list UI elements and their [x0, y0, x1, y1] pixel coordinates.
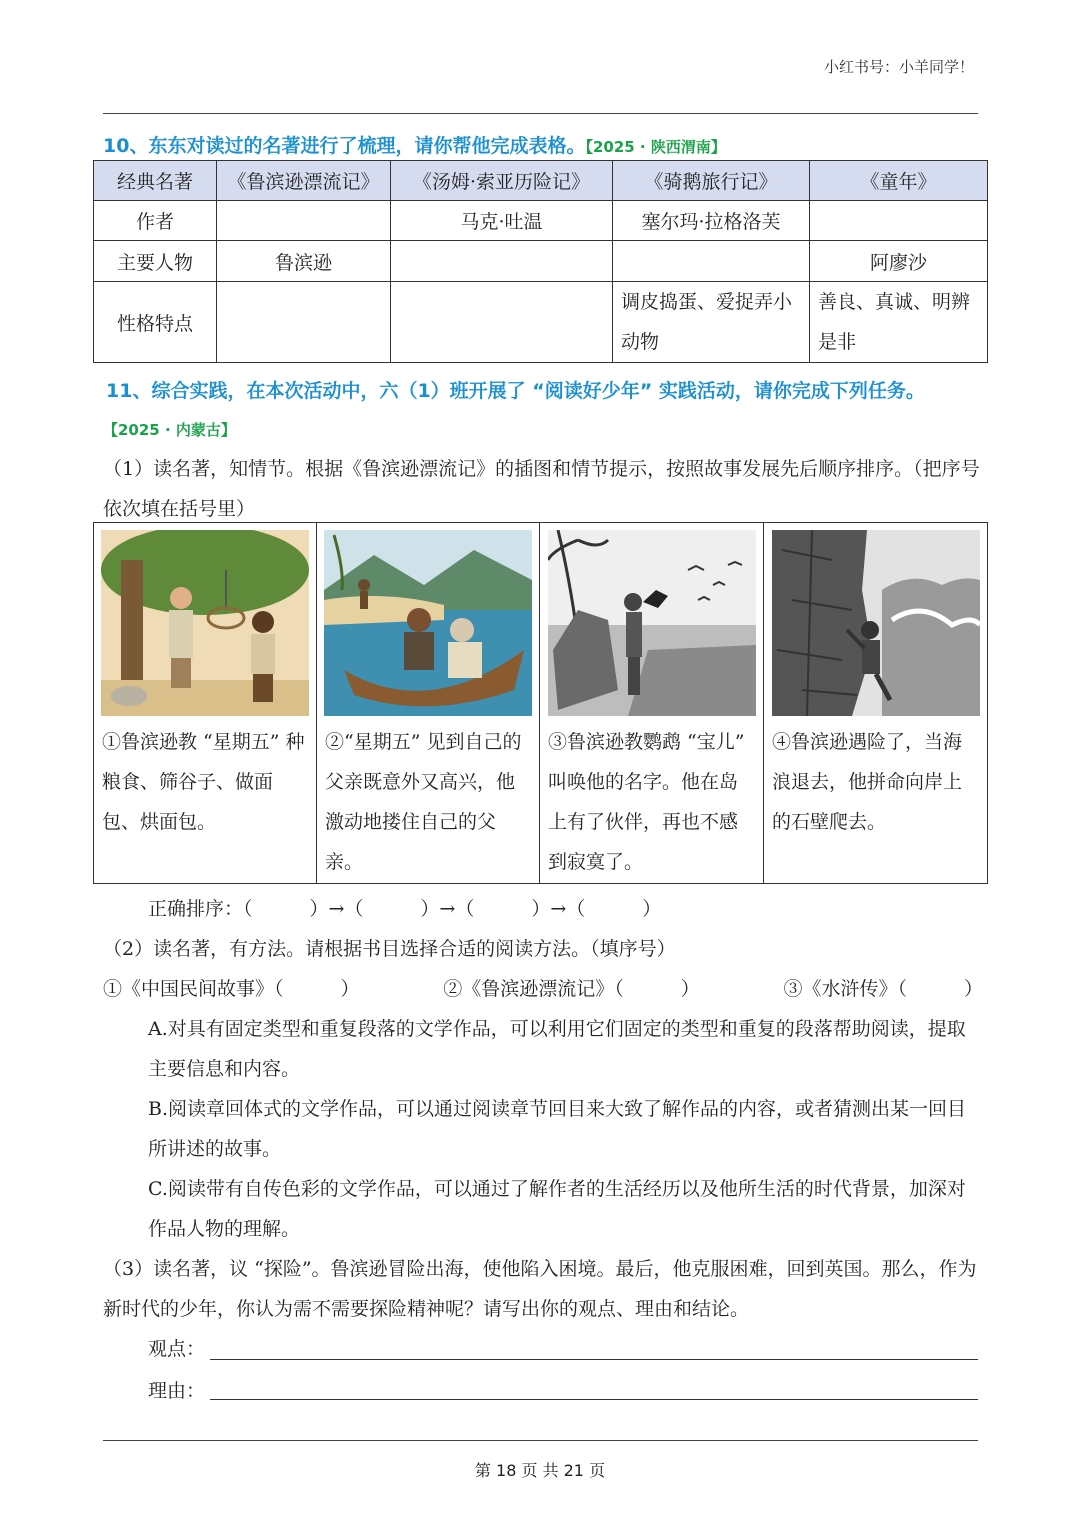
- table-row: [94, 241, 988, 282]
- reason-answer-line[interactable]: [210, 1399, 978, 1400]
- table-header-cell: 《童年》: [810, 161, 988, 201]
- table-header-cell: 《鲁滨逊漂流记》: [217, 161, 391, 201]
- q10-title: 10、东东对读过的名著进行了梳理，请你帮他完成表格。: [103, 135, 586, 157]
- option-b: B.阅读章回体式的文学作品，可以通过阅读章节回目来大致了解作品的内容，或者猜测出某一回目所讲述的故事。: [148, 1098, 967, 1160]
- part3-instruction: （3）读名著，议 “探险”。鲁滨逊冒险出海，使他陷入困境。最后，他克服困难，回到英国。那么，作为新时代的少年，你认为需不需要探险精神呢？请写出你的观点、理由和结论。: [103, 1258, 977, 1320]
- table-cell[interactable]: [217, 201, 391, 241]
- table-header-cell: 《骑鹅旅行记》: [613, 161, 810, 201]
- story-panel: [540, 523, 764, 884]
- q11-title: 11、综合实践，在本次活动中，六（1）班开展了 “阅读好少年” 实践活动，请你完成下列任务。: [106, 380, 925, 402]
- caption-3: ③鲁滨逊教鹦鹉 “宝儿” 叫唤他的名字。他在岛上有了伙伴，再也不感到寂寞了。: [548, 731, 745, 873]
- book-item-2[interactable]: ②《鲁滨逊漂流记》（ ）: [443, 978, 700, 1000]
- teaching-bread-illustration: [101, 530, 309, 716]
- view-answer-line[interactable]: [210, 1359, 978, 1360]
- story-panel: [317, 523, 540, 884]
- reason-label: 理由：: [148, 1380, 206, 1402]
- table-cell: 马克·吐温: [391, 201, 613, 241]
- book-item-1[interactable]: ①《中国民间故事》（ ）: [103, 978, 360, 1000]
- q10-tag: 【2025 · 陕西渭南】: [585, 138, 726, 156]
- table-cell: 主要人物: [94, 241, 217, 282]
- story-panel: [94, 523, 317, 884]
- q11-tag: 【2025 · 内蒙古】: [103, 421, 236, 439]
- table-cell[interactable]: [391, 241, 613, 282]
- caption-1: ①鲁滨逊教 “星期五” 种粮食、筛谷子、做面包、烘面包。: [102, 731, 305, 833]
- table-cell: 塞尔玛·拉格洛芙: [613, 201, 810, 241]
- caption-4: ④鲁滨逊遇险了，当海浪退去，他拼命向岸上的石壁爬去。: [772, 731, 963, 833]
- table-cell[interactable]: [217, 282, 391, 363]
- bottom-divider: [103, 1440, 978, 1441]
- story-pictures-table: [93, 522, 988, 884]
- option-c: C.阅读带有自传色彩的文学作品，可以通过了解作者的生活经历以及他所生活的时代背景，加深对作品人物的理解。: [148, 1178, 966, 1240]
- caption-2: ②“星期五” 见到自己的父亲既意外又高兴，他激动地搂住自己的父亲。: [325, 731, 522, 873]
- table-row: [94, 201, 988, 241]
- table-cell: 鲁滨逊: [217, 241, 391, 282]
- table-cell: 善良、真诚、明辨是非: [810, 282, 988, 363]
- table-cell[interactable]: [613, 241, 810, 282]
- part1-instruction: （1）读名著，知情节。根据《鲁滨逊漂流记》的插图和情节提示，按照故事发展先后顺序排序。（把序号依次填在括号里）: [103, 458, 980, 520]
- cliff-climb-illustration: [772, 530, 980, 716]
- books-table: [93, 160, 988, 363]
- account-note: 小红书号：小羊同学！: [823, 58, 974, 76]
- book-list: [103, 969, 983, 1009]
- table-row: [94, 282, 988, 363]
- table-cell: 性格特点: [94, 282, 217, 363]
- parrot-illustration: [548, 530, 756, 716]
- table-header-cell: 《汤姆·索亚历险记》: [391, 161, 613, 201]
- table-cell: 阿廖沙: [810, 241, 988, 282]
- part2-instruction: （2）读名著，有方法。请根据书目选择合适的阅读方法。（填序号）: [103, 938, 676, 960]
- order-answer-line[interactable]: 正确排序：（ ）→（ ）→（ ）→（ ）: [148, 898, 662, 920]
- table-cell: 作者: [94, 201, 217, 241]
- table-cell[interactable]: [810, 201, 988, 241]
- table-header-row: [94, 161, 988, 201]
- table-header-cell: 经典名著: [94, 161, 217, 201]
- page-number: 第 18 页 共 21 页: [474, 1461, 606, 1480]
- book-item-3[interactable]: ③《水浒传》（ ）: [783, 978, 983, 1000]
- q10-heading: [103, 131, 726, 158]
- option-a: A.对具有固定类型和重复段落的文学作品，可以利用它们固定的类型和重复的段落帮助阅读，提取主要信息和内容。: [148, 1018, 966, 1080]
- table-cell[interactable]: [391, 282, 613, 363]
- table-cell: 调皮捣蛋、爱捉弄小动物: [613, 282, 810, 363]
- father-reunion-illustration: [324, 530, 532, 716]
- view-label: 观点：: [148, 1338, 206, 1360]
- story-panel: [764, 523, 988, 884]
- top-divider: [103, 113, 978, 114]
